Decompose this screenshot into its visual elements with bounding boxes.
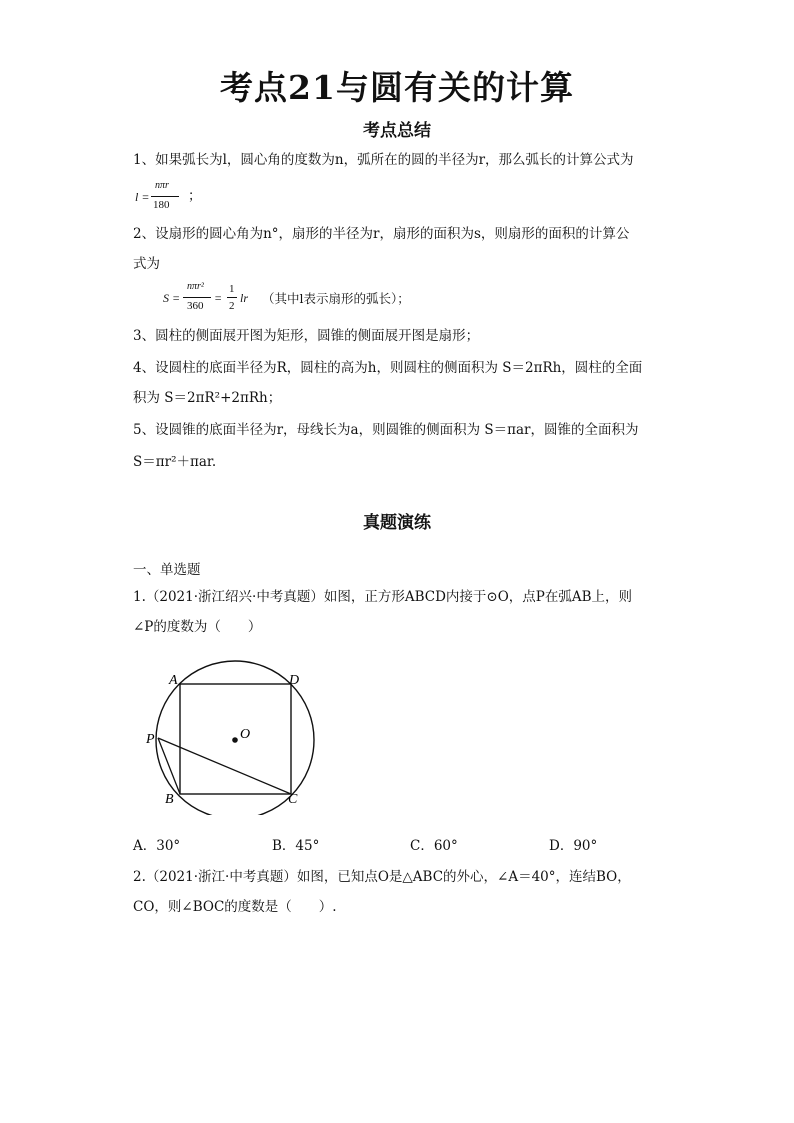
question-2-line-1: 2.（2021·浙江·中考真题）如图，已知点O是△ABC的外心，∠A＝40°，连结BO， xyxy=(133,869,631,885)
option-b[interactable]: B．45° xyxy=(272,838,320,854)
question-1-line-1: 1.（2021·浙江绍兴·中考真题）如图，正方形ABCD内接于⊙O，点P在弧AB上，则 xyxy=(133,589,633,605)
option-d[interactable]: D．90° xyxy=(549,838,598,854)
label-a: A xyxy=(169,673,178,688)
question-1-line-2: ∠P的度数为（ ） xyxy=(133,619,262,635)
label-o: O xyxy=(240,727,251,742)
option-a[interactable]: A．30° xyxy=(133,838,181,854)
summary-item-5-line-1: 5、设圆锥的底面半径为r，母线长为a，则圆锥的侧面积为 S＝πar，圆锥的全面积为 xyxy=(133,422,639,438)
summary-item-2-line-2: 式为 xyxy=(133,256,160,272)
option-c[interactable]: C．60° xyxy=(410,838,458,854)
practice-heading: 真题演练 xyxy=(363,513,431,533)
label-c: C xyxy=(288,792,298,807)
label-d: D xyxy=(289,673,300,688)
summary-item-1: 1、如果弧长为l，圆心角的度数为n，弧所在的圆的半径为r，那么弧长的计算公式为 xyxy=(133,152,634,168)
fraction-bar xyxy=(151,196,179,197)
fraction-bar xyxy=(183,297,211,298)
summary-item-2-line-1: 2、设扇形的圆心角为n°，扇形的半径为r，扇形的面积为s，则扇形的面积的计算公 xyxy=(133,226,630,242)
summary-item-3: 3、圆柱的侧面展开图为矩形，圆锥的侧面展开图是扇形； xyxy=(133,328,480,344)
question-1-figure xyxy=(135,655,335,815)
section-label: 一、单选题 xyxy=(133,562,201,578)
label-b: B xyxy=(165,792,174,807)
page-title: 考点21与圆有关的计算 xyxy=(220,68,574,107)
question-2-line-2: CO，则∠BOC的度数是（ ）. xyxy=(133,899,337,915)
summary-item-5-line-2: S＝πr²＋πar. xyxy=(133,454,217,470)
label-p: P xyxy=(146,732,155,747)
summary-item-4-line-1: 4、设圆柱的底面半径为R，圆柱的高为h，则圆柱的侧面积为 S＝2πRh，圆柱的全面 xyxy=(133,360,643,376)
center-point-o xyxy=(232,737,238,743)
segment-pc xyxy=(158,738,291,794)
fraction-bar xyxy=(227,297,237,298)
summary-item-4-line-2: 积为 S＝2πR²+2πRh； xyxy=(133,390,282,406)
summary-heading: 考点总结 xyxy=(363,121,431,141)
